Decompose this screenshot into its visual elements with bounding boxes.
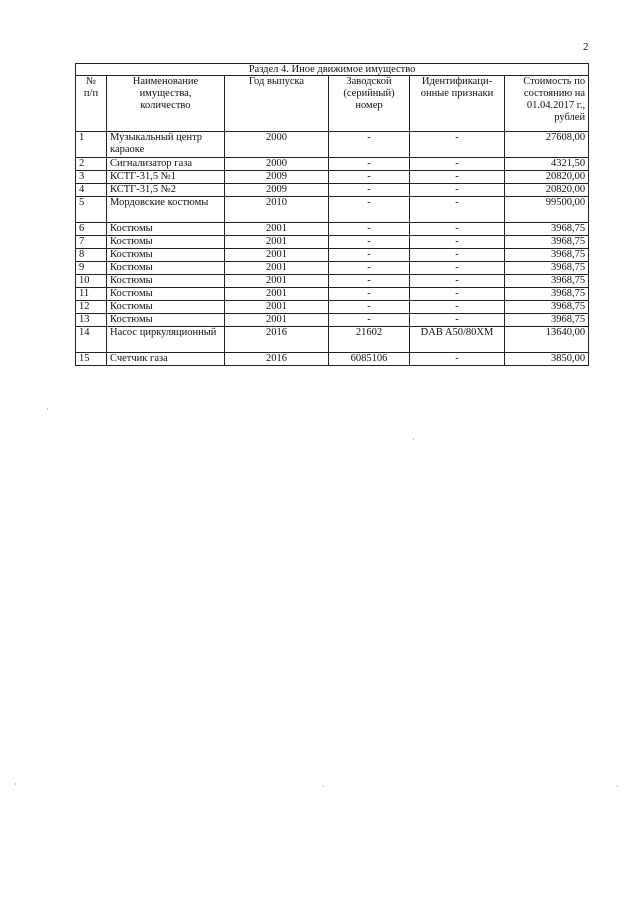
table-row xyxy=(76,223,589,236)
cell-name: КСТГ-31,5 №2 xyxy=(107,184,225,197)
cell-ident: DAB A50/80XM xyxy=(410,327,505,353)
cell-num: 6 xyxy=(76,223,107,236)
cell-ident: - xyxy=(410,184,505,197)
cell-num: 15 xyxy=(76,353,107,366)
cell-ident: - xyxy=(410,158,505,171)
table-row xyxy=(76,275,589,288)
cell-num: 4 xyxy=(76,184,107,197)
cell-name: Насос циркуляционный xyxy=(107,327,225,353)
cell-ident: - xyxy=(410,262,505,275)
cell-year: 2016 xyxy=(225,327,329,353)
table-row xyxy=(76,197,589,223)
cell-year: 2010 xyxy=(225,197,329,223)
cell-serial: - xyxy=(329,301,410,314)
cell-num: 3 xyxy=(76,171,107,184)
table-row xyxy=(76,236,589,249)
cell-ident: - xyxy=(410,249,505,262)
page-number: 2 xyxy=(583,41,589,53)
cell-year: 2001 xyxy=(225,223,329,236)
cell-num: 14 xyxy=(76,327,107,353)
cell-cost: 3968,75 xyxy=(505,223,589,236)
cell-num: 7 xyxy=(76,236,107,249)
cell-name: Костюмы xyxy=(107,223,225,236)
cell-num: 10 xyxy=(76,275,107,288)
table-row xyxy=(76,301,589,314)
cell-name: Мордовские костюмы xyxy=(107,197,225,223)
cell-name: Костюмы xyxy=(107,262,225,275)
header-name: Наименование имущества, количество xyxy=(107,76,225,132)
cell-name: КСТГ-31,5 №1 xyxy=(107,171,225,184)
cell-ident: - xyxy=(410,275,505,288)
table-row xyxy=(76,327,589,353)
cell-serial: - xyxy=(329,184,410,197)
cell-year: 2001 xyxy=(225,288,329,301)
table-row xyxy=(76,288,589,301)
cell-serial: - xyxy=(329,197,410,223)
cell-cost: 3968,75 xyxy=(505,262,589,275)
cell-cost: 20820,00 xyxy=(505,171,589,184)
cell-cost: 3968,75 xyxy=(505,301,589,314)
scan-speck: · xyxy=(322,782,325,791)
table-row xyxy=(76,184,589,197)
cell-year: 2001 xyxy=(225,275,329,288)
cell-num: 1 xyxy=(76,132,107,158)
cell-name: Костюмы xyxy=(107,314,225,327)
cell-ident: - xyxy=(410,353,505,366)
cell-year: 2001 xyxy=(225,249,329,262)
cell-num: 2 xyxy=(76,158,107,171)
cell-num: 8 xyxy=(76,249,107,262)
cell-name: Костюмы xyxy=(107,249,225,262)
header-ident: Идентификаци- онные признаки xyxy=(410,76,505,132)
cell-ident: - xyxy=(410,171,505,184)
cell-serial: - xyxy=(329,223,410,236)
header-year: Год выпуска xyxy=(225,76,329,132)
header-cost: Стоимость по состоянию на 01.04.2017 г., рублей xyxy=(505,76,589,132)
cell-ident: - xyxy=(410,314,505,327)
cell-cost: 20820,00 xyxy=(505,184,589,197)
table-body xyxy=(76,132,589,366)
cell-ident: - xyxy=(410,223,505,236)
scan-speck: · xyxy=(14,780,17,789)
cell-serial: - xyxy=(329,158,410,171)
cell-serial: 21602 xyxy=(329,327,410,353)
cell-serial: - xyxy=(329,171,410,184)
cell-cost: 4321,50 xyxy=(505,158,589,171)
table-row xyxy=(76,262,589,275)
cell-name: Музыкальный центр караоке xyxy=(107,132,225,158)
cell-cost: 99500,00 xyxy=(505,197,589,223)
cell-name: Костюмы xyxy=(107,236,225,249)
movable-property-table xyxy=(75,63,589,366)
cell-serial: - xyxy=(329,288,410,301)
cell-cost: 3968,75 xyxy=(505,314,589,327)
table-row xyxy=(76,171,589,184)
cell-serial: - xyxy=(329,275,410,288)
cell-serial: - xyxy=(329,262,410,275)
cell-serial: 6085106 xyxy=(329,353,410,366)
cell-ident: - xyxy=(410,301,505,314)
cell-serial: - xyxy=(329,132,410,158)
cell-year: 2001 xyxy=(225,262,329,275)
cell-ident: - xyxy=(410,236,505,249)
scan-speck: · xyxy=(616,782,619,791)
scan-speck: · xyxy=(46,405,49,414)
scan-speck: · xyxy=(412,435,415,444)
cell-serial: - xyxy=(329,236,410,249)
cell-num: 5 xyxy=(76,197,107,223)
header-num: № п/п xyxy=(76,76,107,132)
cell-name: Сигнализатор газа xyxy=(107,158,225,171)
cell-cost: 3968,75 xyxy=(505,249,589,262)
cell-year: 2009 xyxy=(225,184,329,197)
table-row xyxy=(76,158,589,171)
cell-cost: 27608,00 xyxy=(505,132,589,158)
section-title: Раздел 4. Иное движимое имущество xyxy=(76,64,589,76)
cell-year: 2000 xyxy=(225,132,329,158)
table-row xyxy=(76,249,589,262)
cell-serial: - xyxy=(329,249,410,262)
cell-year: 2001 xyxy=(225,314,329,327)
cell-num: 12 xyxy=(76,301,107,314)
cell-year: 2000 xyxy=(225,158,329,171)
cell-ident: - xyxy=(410,288,505,301)
cell-name: Костюмы xyxy=(107,301,225,314)
cell-ident: - xyxy=(410,197,505,223)
cell-name: Счетчик газа xyxy=(107,353,225,366)
cell-cost: 3968,75 xyxy=(505,275,589,288)
cell-name: Костюмы xyxy=(107,288,225,301)
table-row xyxy=(76,314,589,327)
table-header-row xyxy=(76,76,589,132)
header-serial: Заводской (серийный) номер xyxy=(329,76,410,132)
cell-cost: 13640,00 xyxy=(505,327,589,353)
cell-num: 11 xyxy=(76,288,107,301)
cell-ident: - xyxy=(410,132,505,158)
cell-year: 2001 xyxy=(225,301,329,314)
cell-serial: - xyxy=(329,314,410,327)
cell-num: 13 xyxy=(76,314,107,327)
cell-year: 2001 xyxy=(225,236,329,249)
cell-num: 9 xyxy=(76,262,107,275)
table-row xyxy=(76,132,589,158)
table-row xyxy=(76,353,589,366)
cell-cost: 3968,75 xyxy=(505,288,589,301)
cell-year: 2016 xyxy=(225,353,329,366)
cell-cost: 3968,75 xyxy=(505,236,589,249)
cell-name: Костюмы xyxy=(107,275,225,288)
cell-year: 2009 xyxy=(225,171,329,184)
cell-cost: 3850,00 xyxy=(505,353,589,366)
